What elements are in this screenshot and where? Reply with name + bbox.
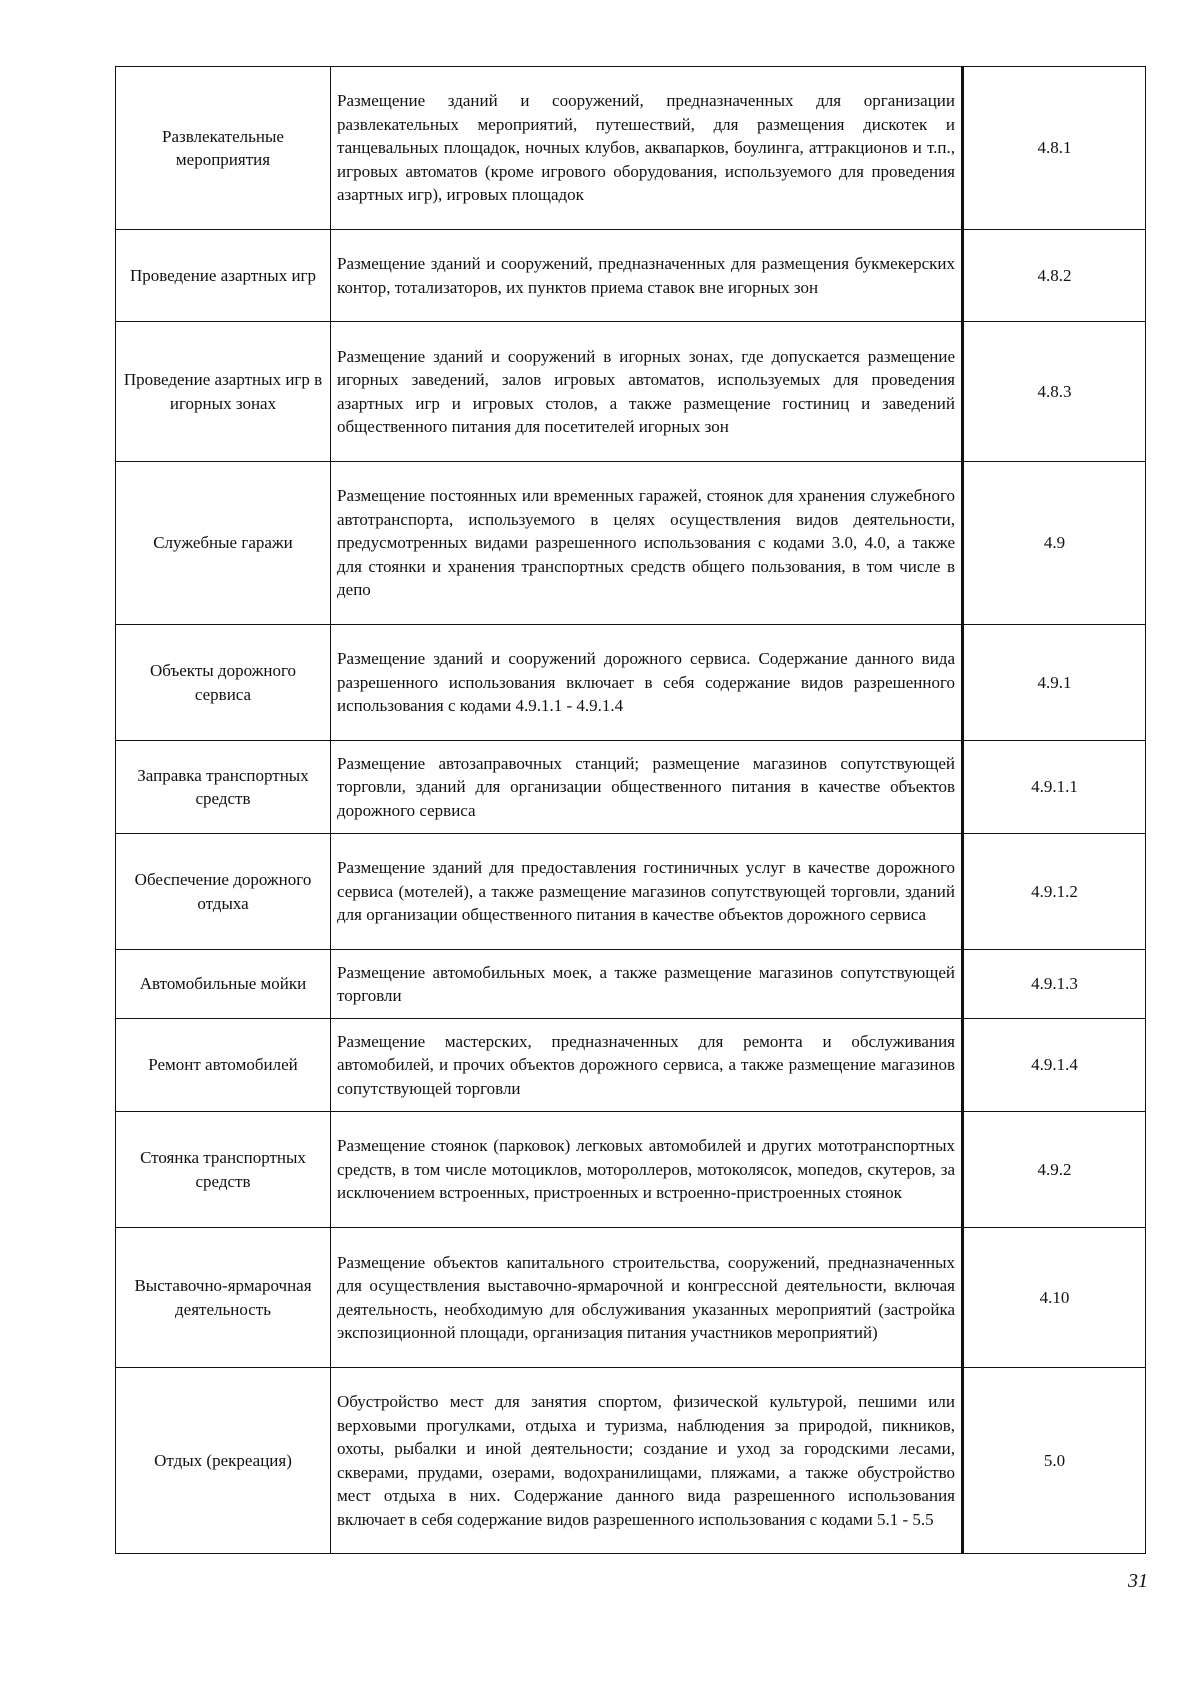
land-use-table bbox=[115, 66, 1146, 1554]
table-row bbox=[116, 1019, 1146, 1112]
use-description-cell: Размещение объектов капитального строительства, сооружений, предназначенных для осуществления выставочно-ярмарочной и конгрессной деятельности, включая деятельность, необходимую для обслуживания указанных мероприятий (застройка экспозиционной площади, организация питания участников мероприятий) bbox=[331, 1228, 963, 1368]
use-description-cell: Размещение зданий и сооружений, предназначенных для организации развлекательных мероприятий, путешествий, для размещения дискотек и танцевальных площадок, ночных клубов, аквапарков, боулинга, аттракционов и т.п., игровых автоматов (кроме игрового оборудования, используемого для проведения азартных игр), игровых площадок bbox=[331, 67, 963, 230]
use-description-cell: Размещение зданий для предоставления гостиничных услуг в качестве дорожного сервиса (мотелей), а также размещение магазинов сопутствующей торговли, зданий для организации общественного питания в качестве объектов дорожного сервиса bbox=[331, 834, 963, 950]
use-name-cell: Объекты дорожного сервиса bbox=[116, 625, 331, 741]
use-code-cell: 4.9.2 bbox=[963, 1112, 1146, 1228]
table-row bbox=[116, 462, 1146, 625]
use-description-cell: Обустройство мест для занятия спортом, физической культурой, пешими или верховыми прогулками, отдыха и туризма, наблюдения за природой, пикников, охоты, рыбалки и иной деятельности; создание и уход за городскими лесами, скверами, прудами, озерами, водохранилищами, пляжами, а также обустройство мест отдыха в них. Содержание данного вида разрешенного использования включает в себя содержание видов разрешенного использования с кодами 5.1 - 5.5 bbox=[331, 1368, 963, 1554]
use-name-cell: Отдых (рекреация) bbox=[116, 1368, 331, 1554]
use-code-cell: 4.9.1.1 bbox=[963, 741, 1146, 834]
use-name-cell: Проведение азартных игр в игорных зонах bbox=[116, 322, 331, 462]
use-name-cell: Стоянка транспортных средств bbox=[116, 1112, 331, 1228]
use-code-cell: 4.8.1 bbox=[963, 67, 1146, 230]
use-description-cell: Размещение зданий и сооружений дорожного сервиса. Содержание данного вида разрешенного использования включает в себя содержание видов разрешенного использования с кодами 4.9.1.1 - 4.9.1.4 bbox=[331, 625, 963, 741]
use-description-cell: Размещение стоянок (парковок) легковых автомобилей и других мототранспортных средств, в том числе мотоциклов, мотороллеров, мотоколясок, мопедов, скутеров, за исключением встроенных, пристроенных и встроенно-пристроенных стоянок bbox=[331, 1112, 963, 1228]
use-code-cell: 5.0 bbox=[963, 1368, 1146, 1554]
use-name-cell: Развлекательные мероприятия bbox=[116, 67, 331, 230]
table-row bbox=[116, 322, 1146, 462]
use-code-cell: 4.8.2 bbox=[963, 230, 1146, 322]
use-name-cell: Служебные гаражи bbox=[116, 462, 331, 625]
use-description-cell: Размещение автомобильных моек, а также размещение магазинов сопутствующей торговли bbox=[331, 950, 963, 1019]
use-name-cell: Выставочно-ярмарочная деятельность bbox=[116, 1228, 331, 1368]
table-row bbox=[116, 1368, 1146, 1554]
table-row bbox=[116, 230, 1146, 322]
use-description-cell: Размещение мастерских, предназначенных для ремонта и обслуживания автомобилей, и прочих объектов дорожного сервиса, а также размещение магазинов сопутствующей торговли bbox=[331, 1019, 963, 1112]
use-description-cell: Размещение зданий и сооружений в игорных зонах, где допускается размещение игорных заведений, залов игровых автоматов, используемых для проведения азартных игр и игровых столов, а также размещение гостиниц и заведений общественного питания для посетителей игорных зон bbox=[331, 322, 963, 462]
use-name-cell: Ремонт автомобилей bbox=[116, 1019, 331, 1112]
use-code-cell: 4.9.1.3 bbox=[963, 950, 1146, 1019]
use-name-cell: Заправка транспортных средств bbox=[116, 741, 331, 834]
page-number: 31 bbox=[1128, 1570, 1148, 1592]
table-row bbox=[116, 741, 1146, 834]
use-description-cell: Размещение зданий и сооружений, предназначенных для размещения букмекерских контор, тотализаторов, их пунктов приема ставок вне игорных зон bbox=[331, 230, 963, 322]
use-description-cell: Размещение автозаправочных станций; размещение магазинов сопутствующей торговли, зданий для организации общественного питания в качестве объектов дорожного сервиса bbox=[331, 741, 963, 834]
table-row bbox=[116, 67, 1146, 230]
use-name-cell: Проведение азартных игр bbox=[116, 230, 331, 322]
table-body bbox=[116, 67, 1146, 1554]
use-name-cell: Автомобильные мойки bbox=[116, 950, 331, 1019]
use-code-cell: 4.10 bbox=[963, 1228, 1146, 1368]
use-code-cell: 4.9.1 bbox=[963, 625, 1146, 741]
table-row bbox=[116, 1112, 1146, 1228]
table-row bbox=[116, 834, 1146, 950]
use-description-cell: Размещение постоянных или временных гаражей, стоянок для хранения служебного автотранспорта, используемого в целях осуществления видов деятельности, предусмотренных видами разрешенного использования с кодами 3.0, 4.0, а также для стоянки и хранения транспортных средств общего пользования, в том числе в депо bbox=[331, 462, 963, 625]
use-code-cell: 4.9.1.2 bbox=[963, 834, 1146, 950]
table-row bbox=[116, 625, 1146, 741]
use-code-cell: 4.9.1.4 bbox=[963, 1019, 1146, 1112]
table-row bbox=[116, 1228, 1146, 1368]
use-code-cell: 4.8.3 bbox=[963, 322, 1146, 462]
table-row bbox=[116, 950, 1146, 1019]
use-name-cell: Обеспечение дорожного отдыха bbox=[116, 834, 331, 950]
use-code-cell: 4.9 bbox=[963, 462, 1146, 625]
